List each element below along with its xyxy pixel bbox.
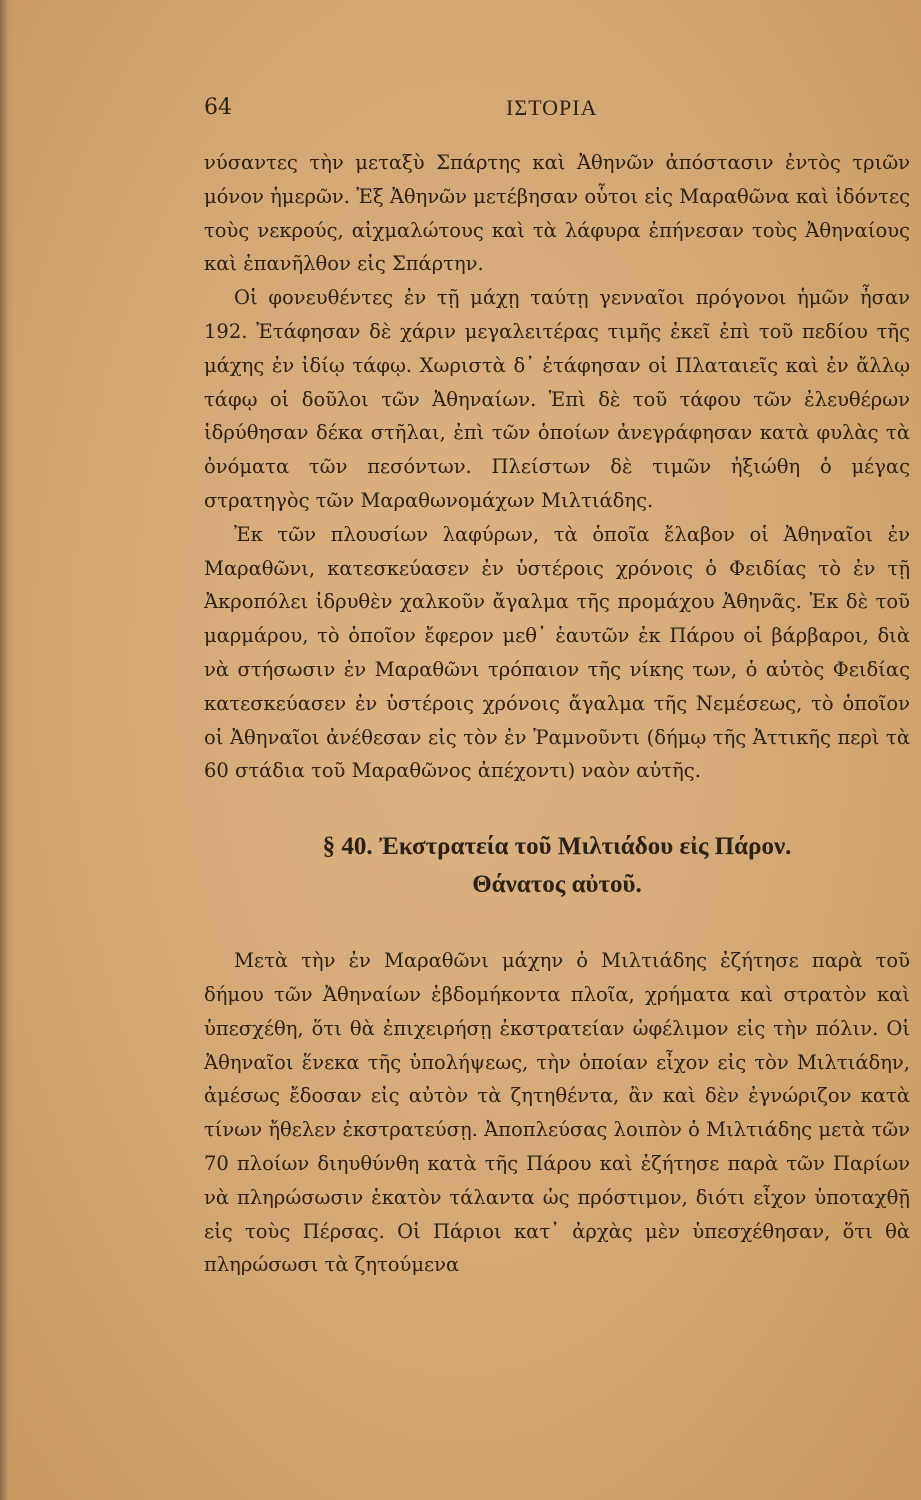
section-heading-line-2: Θάνατος αὐτοῦ. (472, 871, 642, 899)
paragraph-spoils: Ἐκ τῶν πλουσίων λαφύρων, τὰ ὁποῖα ἔλαβον οἱ Ἀθηναῖοι ἐν Μαραθῶνι, κατεσκεύασεν ἐν ὑστέροις χρόνοις ὁ Φειδίας τὸ ἐν τῇ Ἀκροπόλει ἱδρυθὲν χαλκοῦν ἄγαλμα τῆς προμάχου Ἀθηνᾶς. Ἐκ δὲ τοῦ μαρμάρου, τὸ ὁποῖον ἔφερον μεθ᾽ ἑαυτῶν ἐκ Πάρου οἱ βάρβαροι, διὰ νὰ στήσωσιν ἐν Μαραθῶνι τρόπαιον τῆς νίκης των, ὁ αὐτὸς Φειδίας κατεσκεύασεν ἐν ὑστέροις χρόνοις ἄγαλμα τῆς Νεμέσεως, τὸ ὁποῖον οἱ Ἀθηναῖοι ἀνέθεσαν εἰς τὸν ἐν Ῥαμνοῦντι (δήμῳ τῆς Ἀττικῆς περὶ τὰ 60 στάδια τοῦ Μαραθῶνος ἀπέχοντι) ναὸν αὐτῆς. (204, 522, 910, 783)
page-number: 64 (204, 95, 232, 120)
section-heading (204, 828, 910, 904)
page-header (204, 95, 910, 125)
spine-shadow (0, 0, 14, 1500)
body-text (204, 146, 910, 1282)
paragraph-paros-expedition: Μετὰ τὴν ἐν Μαραθῶνι μάχην ὁ Μιλτιάδης ἐζήτησε παρὰ τοῦ δήμου τῶν Ἀθηναίων ἑβδομήκοντα πλοῖα, χρήματα καὶ στρατὸν καὶ ὑπεσχέθη, ὅτι θὰ ἐπιχειρήσῃ ἐκστρατείαν ὠφέλιμον εἰς τὴν πόλιν. Οἱ Ἀθηναῖοι ἕνεκα τῆς ὑπολήψεως, τὴν ὁποίαν εἶχον εἰς τὸν Μιλτιάδην, ἀμέσως ἔδοσαν εἰς αὐτὸν τὰ ζητηθέντα, ἂν καὶ δὲν ἐγνώριζον κατὰ τίνων ἤθελεν ἐκστρατεύσῃ. Ἀποπλεύσας λοιπὸν ὁ Μιλτιάδης μετὰ τῶν 70 πλοίων διηυθύνθη κατὰ τῆς Πάρου καὶ ἐζήτησε παρὰ τῶν Παρίων νὰ πληρώσωσιν ἑκατὸν τάλαντα ὡς πρόστιμον, διότι εἶχον ὑποταχθῇ εἰς τοὺς Πέρσας. Οἱ Πάριοι κατ᾽ ἀρχὰς μὲν ὑπεσχέθησαν, ὅτι θὰ πληρώσωσι τὰ ζητούμενα (204, 949, 910, 1277)
running-title: ΙΣΤΟΡΙΑ (506, 95, 598, 120)
section-heading-line-1: § 40. Ἐκστρατεία τοῦ Μιλτιάδου εἰς Πάρον. (322, 833, 792, 861)
paragraph-fallen: Οἱ φονευθέντες ἐν τῇ μάχῃ ταύτῃ γενναῖοι πρόγονοι ἡμῶν ἦσαν 192. Ἐτάφησαν δὲ χάριν μεγαλειτέρας τιμῆς ἐκεῖ ἐπὶ τοῦ πεδίου τῆς μάχης ἐν ἰδίῳ τάφῳ. Χωριστὰ δ᾽ ἐτάφησαν οἱ Πλαταιεῖς καὶ ἐν ἄλλῳ τάφῳ οἱ δοῦλοι τῶν Ἀθηναίων. Ἐπὶ δὲ τοῦ τάφου τῶν ἐλευθέρων ἱδρύθησαν δέκα στῆλαι, ἐπὶ τῶν ὁποίων ἀνεγράφησαν κατὰ φυλὰς τὰ ὀνόματα τῶν πεσόντων. Πλείστων δὲ τιμῶν ἠξιώθη ὁ μέγας στρατηγὸς τῶν Μαραθωνομάχων Μιλτιάδης. (204, 286, 910, 512)
paragraph-continuation: νύσαντες τὴν μεταξὺ Σπάρτης καὶ Ἀθηνῶν ἀπόστασιν ἐντὸς τριῶν μόνον ἡμερῶν. Ἐξ Ἀθηνῶν μετέβησαν οὗτοι εἰς Μαραθῶνα καὶ ἰδόντες τοὺς νεκρούς, αἰχμαλώτους καὶ τὰ λάφυρα ἐπήνεσαν τοὺς Ἀθηναίους καὶ ἐπανῆλθον εἰς Σπάρτην. (204, 151, 910, 276)
